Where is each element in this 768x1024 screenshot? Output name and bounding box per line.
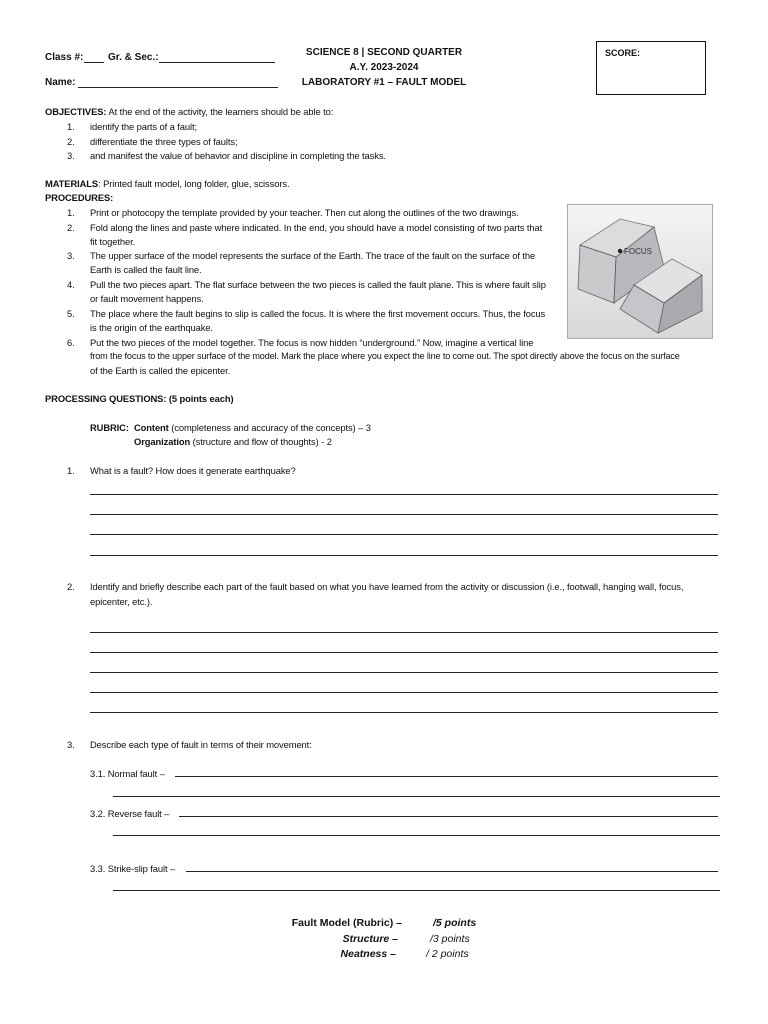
grade-section-label: Gr. & Sec.: xyxy=(108,52,159,63)
step-number: 2. xyxy=(67,222,75,233)
answer-line[interactable] xyxy=(113,835,720,836)
grade-section-blank[interactable] xyxy=(159,62,275,63)
normal-fault-label: 3.1. Normal fault – xyxy=(90,768,165,779)
answer-line[interactable] xyxy=(175,776,718,777)
objectives-line xyxy=(45,105,333,118)
focus-photo-label: FOCUS xyxy=(624,247,652,256)
answer-line[interactable] xyxy=(113,890,720,891)
rubric-content-text: (completeness and accuracy of the concepts) – 3 xyxy=(171,422,371,433)
answer-line[interactable] xyxy=(179,816,718,817)
procedure-line: from the focus to the upper surface of the model. Mark the place where you expect the line to come out. The spot directly above the focus on the surface xyxy=(90,351,680,361)
answer-line[interactable] xyxy=(90,652,718,653)
processing-questions-heading: PROCESSING QUESTIONS: (5 points each) xyxy=(45,393,234,404)
procedure-line: or fault movement happens. xyxy=(90,293,204,304)
class-label: Class #: xyxy=(45,52,84,63)
neatness-points: / 2 points xyxy=(426,948,469,960)
neatness-label: Neatness – xyxy=(340,948,396,960)
materials-text: : Printed fault model, long folder, glue, scissors. xyxy=(98,178,290,189)
step-number: 1. xyxy=(67,207,75,218)
question-2-line2: epicenter, etc.). xyxy=(90,596,153,607)
question-number: 2. xyxy=(67,581,75,592)
rubric-label: RUBRIC: xyxy=(90,422,129,433)
answer-line[interactable] xyxy=(90,712,718,713)
question-1: What is a fault? How does it generate earthquake? xyxy=(90,465,296,476)
procedure-line: The upper surface of the model represents the surface of the Earth. The trace of the fault on the surface of the xyxy=(90,250,536,261)
name-blank[interactable] xyxy=(78,87,278,88)
procedures-label: PROCEDURES xyxy=(45,192,111,203)
step-number: 4. xyxy=(67,279,75,290)
score-box[interactable] xyxy=(596,41,706,95)
rubric-content xyxy=(134,421,371,434)
answer-line[interactable] xyxy=(186,871,718,872)
procedure-line: Fold along the lines and paste where indicated. In the end, you should have a model consisting of two parts that xyxy=(90,222,543,233)
answer-line[interactable] xyxy=(90,692,718,693)
rubric-org-text: (structure and flow of thoughts) - 2 xyxy=(192,436,332,447)
rubric-org-label: Organization xyxy=(134,436,191,447)
objective-item: and manifest the value of behavior and discipline in completing the tasks. xyxy=(90,150,386,161)
step-number: 6. xyxy=(67,337,75,348)
objectives-intro: At the end of the activity, the learners should be able to: xyxy=(108,106,334,117)
materials-line xyxy=(45,177,289,190)
answer-line[interactable] xyxy=(90,672,718,673)
procedure-line: Put the two pieces of the model together. The focus is now hidden “underground.” Now, imagine a vertical line xyxy=(90,337,534,348)
reverse-fault-label: 3.2. Reverse fault – xyxy=(90,808,170,819)
answer-line[interactable] xyxy=(90,514,718,515)
answer-line[interactable] xyxy=(90,494,718,495)
procedure-line: is the origin of the earthquake. xyxy=(90,322,213,333)
procedure-line: Print or photocopy the template provided by your teacher. Then cut along the outlines of the two drawings. xyxy=(90,207,519,218)
question-3: Describe each type of fault in terms of their movement: xyxy=(90,739,312,750)
school-year: A.Y. 2023-2024 xyxy=(349,62,419,73)
objective-item: differentiate the three types of faults; xyxy=(90,136,238,147)
rubric-content-label: Content xyxy=(134,422,169,433)
procedure-line: The place where the fault begins to slip is called the focus. It is where the first movement occurs. Thus, the focus xyxy=(90,308,546,319)
lab-title: LABORATORY #1 – FAULT MODEL xyxy=(301,77,467,88)
fault-model-photo xyxy=(567,204,713,339)
rubric-organization xyxy=(134,435,332,448)
objective-number: 2. xyxy=(67,136,75,147)
materials-label: MATERIALS xyxy=(45,178,99,189)
objective-number: 1. xyxy=(67,121,75,132)
fault-model-points: /5 points xyxy=(433,917,477,929)
step-number: 3. xyxy=(67,250,75,261)
structure-label: Structure – xyxy=(342,933,398,945)
procedure-line: Pull the two pieces apart. The flat surface between the two pieces is called the fault plane. This is where fault slip xyxy=(90,279,546,290)
procedure-line: of the Earth is called the epicenter. xyxy=(90,365,231,376)
fault-model-rubric-label: Fault Model (Rubric) – xyxy=(291,917,402,929)
objectives-label: OBJECTIVES: xyxy=(45,106,107,117)
answer-line[interactable] xyxy=(90,555,718,556)
question-2-line1: Identify and briefly describe each part of the fault based on what you have learned from the activity or discussion (i.e., footwall, hanging wall, focus, xyxy=(90,581,684,592)
answer-line[interactable] xyxy=(113,796,720,797)
class-number-blank[interactable] xyxy=(84,62,104,63)
answer-line[interactable] xyxy=(90,534,718,535)
procedures-heading: PROCEDURES: xyxy=(45,192,114,203)
procedure-line: Earth is called the fault line. xyxy=(90,264,202,275)
structure-points: /3 points xyxy=(430,933,470,945)
procedure-line: fit together. xyxy=(90,236,136,247)
subject-title: SCIENCE 8 | SECOND QUARTER xyxy=(305,47,463,58)
answer-line[interactable] xyxy=(90,632,718,633)
objective-item: identify the parts of a fault; xyxy=(90,121,197,132)
strike-slip-fault-label: 3.3. Strike-slip fault – xyxy=(90,863,176,874)
name-label: Name: xyxy=(45,77,76,88)
objective-number: 3. xyxy=(67,150,75,161)
step-number: 5. xyxy=(67,308,75,319)
question-number: 1. xyxy=(67,465,75,476)
score-label: SCORE: xyxy=(605,48,641,58)
question-number: 3. xyxy=(67,739,75,750)
